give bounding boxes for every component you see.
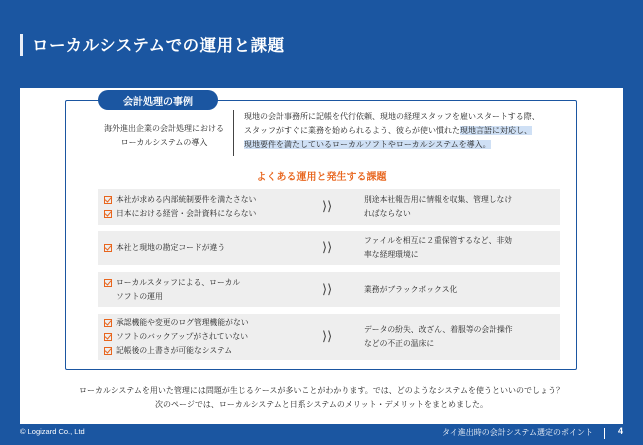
case-subject-line: ローカルシステムの導入	[120, 138, 208, 147]
issue-problems	[104, 314, 304, 360]
case-description-highlight: 現地言語に対応し、	[460, 126, 532, 135]
issue-result	[364, 231, 556, 265]
problem-item	[104, 276, 304, 290]
issue-result	[364, 189, 556, 225]
result-text: データの紛失、改ざん、着服等の会計操作	[364, 325, 513, 334]
problem-text: 日本における経営・会計資料にならない	[116, 209, 257, 218]
case-description-line: 現地の会計事務所に記帳を代行依頼、現地の経理スタッフを雇いスタートする際、	[244, 112, 540, 121]
issue-row	[98, 231, 560, 265]
check-box-icon	[104, 210, 112, 218]
result-text: 業務がブラックボックス化	[364, 284, 458, 294]
content-area	[20, 88, 623, 424]
double-chevron-right-icon: ⟩⟩	[322, 199, 333, 215]
result-text: などの不正の温床に	[364, 339, 435, 348]
case-description-line	[244, 138, 574, 152]
check-box-icon	[104, 196, 112, 204]
case-description	[244, 110, 574, 152]
problem-text: ローカルスタッフによる、ローカル	[116, 277, 241, 287]
problem-item	[104, 330, 304, 344]
issue-result	[364, 314, 556, 360]
case-description-highlight: 現地要件を満たしているローカルソフトやローカルシステムを導入。	[244, 140, 491, 149]
case-divider	[233, 110, 234, 156]
result-text: 率な経理環境に	[364, 250, 419, 259]
issue-result	[364, 272, 556, 307]
summary-line: 次のページでは、ローカルシステムと日系システムのメリット・デメリットをまとめました。	[155, 400, 488, 409]
problem-text: 記帳後の上書きが可能なシステム	[116, 346, 233, 355]
double-chevron-right-icon: ⟩⟩	[322, 282, 333, 297]
double-chevron-right-icon: ⟩⟩	[322, 329, 333, 345]
footer	[0, 424, 643, 445]
check-box-icon	[104, 333, 112, 341]
problem-text: 本社と現地の勘定コードが違う	[116, 243, 226, 252]
problem-text: 承認機能や変更のログ管理機能がない	[116, 318, 249, 327]
result-text: ファイルを相互に２重保管するなど、非効	[364, 236, 512, 245]
case-subject	[88, 122, 240, 150]
header	[0, 0, 643, 88]
issue-problems	[104, 189, 304, 225]
page-title: ローカルシステムでの運用と課題	[32, 36, 285, 55]
check-box-icon	[104, 347, 112, 355]
issue-problems	[104, 231, 304, 265]
issue-row	[98, 189, 560, 225]
header-accent-bar	[20, 34, 23, 56]
problem-item	[104, 344, 304, 358]
case-tab-label: 会計処理の事例	[98, 90, 218, 110]
issue-row	[98, 272, 560, 307]
summary-line: ローカルシステムを用いた管理には問題が生じるケースが多いことがわかります。では、どのようなシステムを使うといいのでしょう？	[79, 386, 564, 395]
problem-item	[104, 207, 304, 221]
issues-title: よくある運用と発生する課題	[256, 172, 387, 183]
check-box-icon	[104, 319, 112, 327]
double-chevron-right-icon: ⟩⟩	[322, 240, 333, 256]
result-text: ればならない	[364, 209, 411, 218]
case-subject-line: 海外進出企業の会計処理における	[104, 124, 224, 133]
copyright: © Logizard Co., Ltd	[20, 427, 85, 436]
document-title: タイ進出時の会計システム選定のポイント	[441, 428, 593, 437]
summary	[20, 384, 623, 412]
check-box-icon	[104, 279, 112, 287]
problem-item	[104, 316, 304, 330]
issue-problems	[104, 272, 304, 307]
check-box-icon	[104, 244, 112, 252]
case-description-text: スタッフがすぐに業務を始められるよう、彼らが使い慣れた	[244, 126, 460, 135]
case-description-line	[244, 124, 574, 138]
result-text: 別途本社報告用に情報を収集、管理しなけ	[364, 195, 513, 204]
issue-row	[98, 314, 560, 360]
problem-text: 本社が求める内部統制要件を満たさない	[116, 195, 257, 204]
problem-item	[104, 193, 304, 207]
problem-item	[104, 241, 304, 255]
problem-text: ソフトのバックアップがされていない	[116, 332, 248, 341]
problem-item-continued	[104, 290, 304, 304]
page-number: 4	[617, 426, 623, 436]
footer-separator	[604, 428, 605, 439]
problem-text: ソフトの運用	[116, 291, 163, 301]
